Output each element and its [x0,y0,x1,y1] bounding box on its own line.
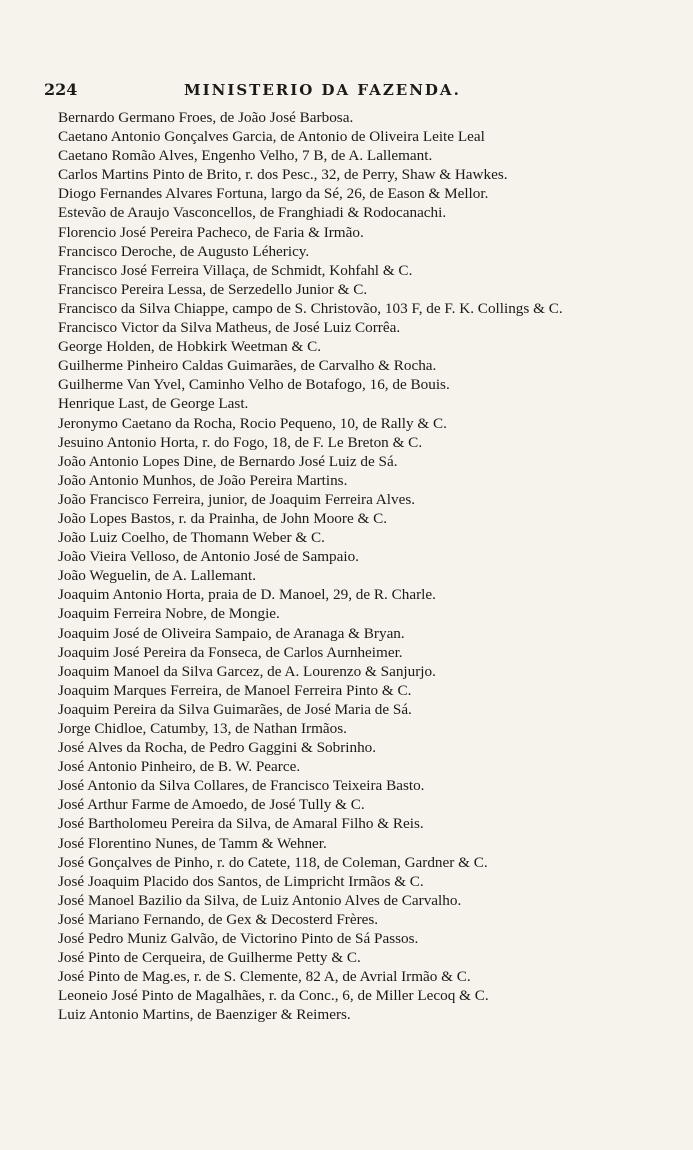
entry-line: Francisco Victor da Silva Matheus, de José Luiz Corrêa. [58,319,401,337]
entry-line: Joaquim José Pereira da Fonseca, de Carlos Aurnheimer. [58,643,403,661]
entry-line: João Lopes Bastos, r. da Prainha, de John Moore & C. [58,509,388,527]
entry-line: Francisco Pereira Lessa, de Serzedello Junior & C. [58,280,368,298]
entry-line: Diogo Fernandes Alvares Fortuna, largo da Sé, 26, de Eason & Mellor. [58,185,489,203]
entry-line: José Joaquim Placido dos Santos, de Limpricht Irmãos & C. [58,872,424,890]
entry-line: João Francisco Ferreira, junior, de Joaquim Ferreira Alves. [58,490,416,508]
entry-line: Jesuino Antonio Horta, r. do Fogo, 18, de F. Le Breton & C. [58,433,423,451]
entry-line: Carlos Martins Pinto de Brito, r. dos Pesc., 32, de Perry, Shaw & Hawkes. [58,166,508,184]
entry-line: Estevão de Araujo Vasconcellos, de Franghiadi & Rodocanachi. [58,204,447,222]
entry-line: José Florentino Nunes, de Tamm & Wehner. [58,834,327,852]
entry-line: Henrique Last, de George Last. [58,395,249,413]
entry-line: Francisco José Ferreira Villaça, de Schmidt, Kohfahl & C. [58,261,413,279]
entry-line: João Antonio Lopes Dine, de Bernardo José Luiz de Sá. [58,452,398,470]
entry-line: Joaquim Manoel da Silva Garcez, de A. Lourenzo & Sanjurjo. [58,662,436,680]
entry-line: Florencio José Pereira Pacheco, de Faria & Irmão. [58,223,364,241]
entry-list [58,108,648,1025]
running-title: MINISTERIO DA FAZENDA. [184,81,461,99]
entry-line: José Mariano Fernando, de Gex & Decosterd Frères. [58,910,379,928]
entry-line: Joaquim Marques Ferreira, de Manoel Ferreira Pinto & C. [58,681,412,699]
entry-line: José Pinto de Cerqueira, de Guilherme Petty & C. [58,949,361,967]
entry-line: José Pinto de Mag.es, r. de S. Clemente, 82 A, de Avrial Irmão & C. [58,968,471,986]
page-header [44,80,644,102]
entry-line: Jeronymo Caetano da Rocha, Rocio Pequeno, 10, de Rally & C. [58,414,447,432]
entry-line: Joaquim Ferreira Nobre, de Mongie. [58,605,280,623]
entry-line: Joaquim José de Oliveira Sampaio, de Aranaga & Bryan. [58,624,405,642]
entry-line: Caetano Antonio Gonçalves Garcia, de Antonio de Oliveira Leite Leal [58,128,485,146]
entry-line: José Pedro Muniz Galvão, de Victorino Pinto de Sá Passos. [58,930,419,948]
entry-line: João Weguelin, de A. Lallemant. [58,567,256,585]
entry-line: Jorge Chidloe, Catumby, 13, de Nathan Irmãos. [58,720,347,737]
page-number: 224 [44,80,78,99]
entry-line: Caetano Romão Alves, Engenho Velho, 7 B, de A. Lallemant. [58,147,433,165]
entry-line: José Alves da Rocha, de Pedro Gaggini & Sobrinho. [58,739,377,757]
entry-line: Francisco da Silva Chiappe, campo de S. Christovão, 103 F, de F. K. Collings & C. [58,299,563,317]
entry-line: Joaquim Antonio Horta, praia de D. Manoel, 29, de R. Charle. [58,586,436,604]
entry-line: José Gonçalves de Pinho, r. do Catete, 118, de Coleman, Gardner & C. [58,853,488,871]
entry-line: José Antonio da Silva Collares, de Francisco Teixeira Basto. [58,777,425,795]
entry-line: José Arthur Farme de Amoedo, de José Tully & C. [58,796,365,814]
entry-line: José Antonio Pinheiro, de B. W. Pearce. [58,758,301,776]
entry-line: João Luiz Coelho, de Thomann Weber & C. [58,529,325,547]
entry-line: Francisco Deroche, de Augusto Léhericy. [58,242,310,260]
entry-line: João Vieira Velloso, de Antonio José de Sampaio. [58,548,359,566]
entry-line: Guilherme Van Yvel, Caminho Velho de Botafogo, 16, de Bouis. [58,376,450,394]
entry-line: Bernardo Germano Froes, de João José Barbosa. [58,109,354,126]
entry-line: George Holden, de Hobkirk Weetman & C. [58,338,322,356]
bleed-through-text [44,60,494,74]
entry-line: Guilherme Pinheiro Caldas Guimarães, de Carvalho & Rocha. [58,357,437,375]
entry-line: José Bartholomeu Pereira da Silva, de Amaral Filho & Reis. [58,815,424,833]
entry-line: Luiz Antonio Martins, de Baenziger & Reimers. [58,1006,351,1024]
entry-line: Joaquim Pereira da Silva Guimarães, de José Maria de Sá. [58,700,412,718]
entry-line: João Antonio Munhos, de João Pereira Martins. [58,471,348,489]
entry-line: José Manoel Bazilio da Silva, de Luiz Antonio Alves de Carvalho. [58,891,462,909]
entry-line: Leoneio José Pinto de Magalhães, r. da Conc., 6, de Miller Lecoq & C. [58,987,489,1005]
